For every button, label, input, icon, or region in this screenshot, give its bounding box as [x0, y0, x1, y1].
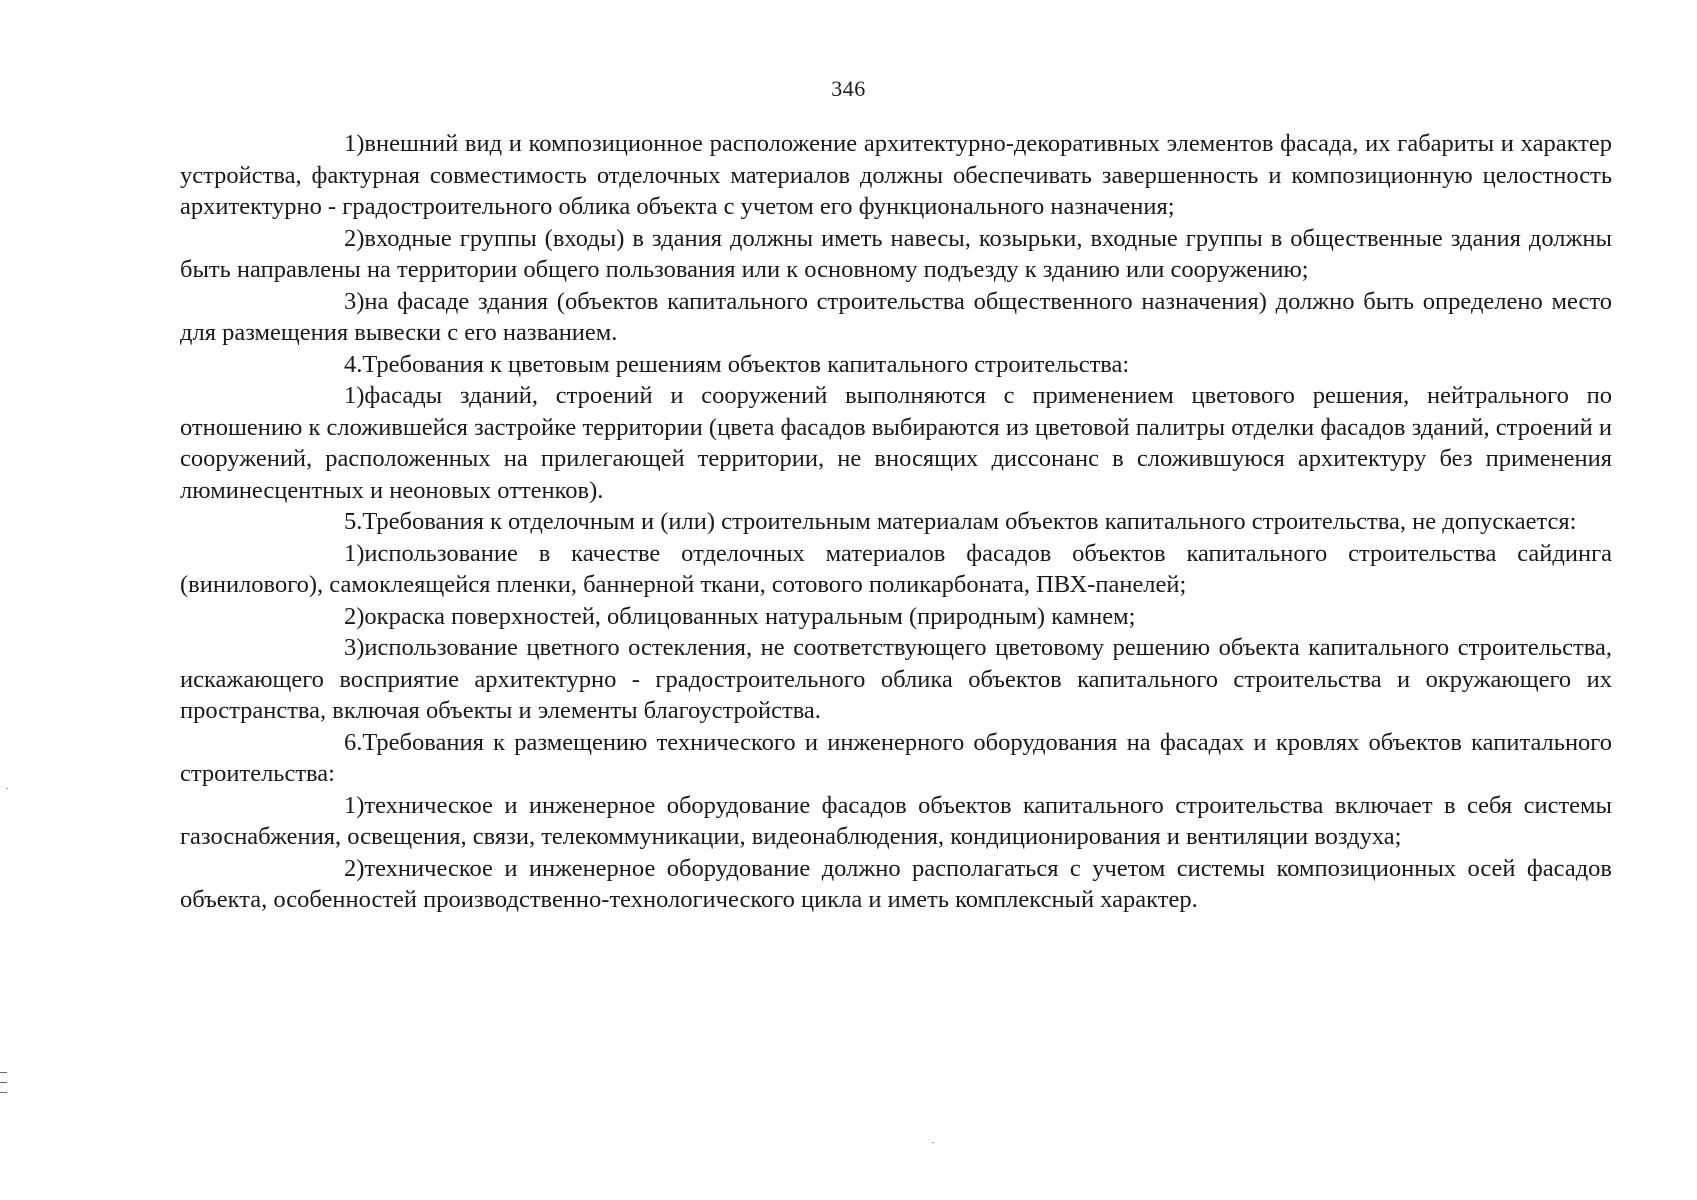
list-item	[180, 632, 1612, 727]
list-item	[180, 380, 1612, 506]
list-item	[180, 128, 1612, 223]
item-number: 2)	[344, 602, 365, 630]
item-number: 3)	[344, 287, 365, 315]
scan-speck	[6, 788, 8, 789]
section-text: Требования к отделочным и (или) строительным материалам объектов капитального строительства, не допускается:	[362, 508, 1577, 535]
section-heading	[180, 727, 1612, 790]
list-item	[180, 286, 1612, 349]
item-text: на фасаде здания (объектов капитального строительства общественного назначения) должно быть определено место для размещения вывески с его названием.	[180, 287, 1612, 346]
item-number: 1)	[344, 382, 365, 409]
section-number: 4.	[344, 350, 363, 378]
item-text: фасады зданий, строений и сооружений выполняются с применением цветового решения, нейтрального по отношению к сложившейся застройке территории (цвета фасадов выбираются из цветовой палитры отделки фасадов зданий, строений и сооружений, расположенных на прилегающей территории, не вносящих диссонанс в сложившуюся архитектуру без применения люминесцентных и неоновых оттенков).	[180, 382, 1612, 504]
scan-margin-mark	[0, 1082, 7, 1083]
item-number: 1)	[344, 539, 365, 567]
item-number: 1)	[344, 130, 365, 157]
item-text: входные группы (входы) в здания должны иметь навесы, козырьки, входные группы в общественные здания должны быть направлены на территории общего пользования или к основному подъезду к зданию или сооружению;	[180, 224, 1612, 283]
section-text: Требования к цветовым решениям объектов капитального строительства:	[362, 350, 1130, 378]
section-number: 6.	[344, 728, 363, 756]
item-number: 2)	[344, 854, 365, 882]
item-text: внешний вид и композиционное расположение архитектурно-декоративных элементов фасада, их габариты и характер устройства, фактурная совместимость отделочных материалов должны обеспечивать завершенность и композиционную целостность архитектурно - градостроительного облика объекта с учетом его функционального назначения;	[180, 130, 1612, 220]
scan-speck	[932, 1142, 934, 1143]
document-body	[180, 128, 1612, 916]
item-text: техническое и инженерное оборудование фасадов объектов капитального строительства включает в себя системы газоснабжения, освещения, связи, телекоммуникации, видеонаблюдения, кондиционирования и вентиляции воздуха;	[180, 791, 1612, 850]
section-number: 5.	[344, 508, 363, 535]
item-number: 1)	[344, 791, 365, 819]
list-item	[180, 538, 1612, 601]
list-item	[180, 601, 1612, 633]
scan-margin-mark	[0, 1072, 7, 1073]
item-text: окраска поверхностей, облицованных натуральным (природным) камнем;	[364, 602, 1136, 630]
item-text: использование цветного остекления, не соответствующего цветовому решению объекта капитального строительства, искажающего восприятие архитектурно - градостроительного облика объектов капитального строительства и окружающего их пространства, включая объекты и элементы благоустройства.	[180, 634, 1612, 724]
item-text: техническое и инженерное оборудование должно располагаться с учетом системы композиционных осей фасадов объекта, особенностей производственно-технологического цикла и иметь комплексный характер.	[180, 854, 1612, 913]
list-item	[180, 853, 1612, 916]
section-heading	[180, 349, 1612, 381]
item-text: использование в качестве отделочных материалов фасадов объектов капитального строительства сайдинга (винилового), самоклеящейся пленки, баннерной ткани, сотового поликарбоната, ПВХ-панелей;	[180, 539, 1612, 598]
list-item	[180, 223, 1612, 286]
item-number: 2)	[344, 224, 365, 252]
item-number: 3)	[344, 634, 365, 661]
section-heading	[180, 506, 1612, 538]
page-number: 346	[831, 76, 866, 101]
list-item	[180, 790, 1612, 853]
section-text: Требования к размещению технического и инженерного оборудования на фасадах и кровлях объектов капитального строительства:	[180, 728, 1612, 787]
scan-margin-mark	[0, 1092, 7, 1093]
